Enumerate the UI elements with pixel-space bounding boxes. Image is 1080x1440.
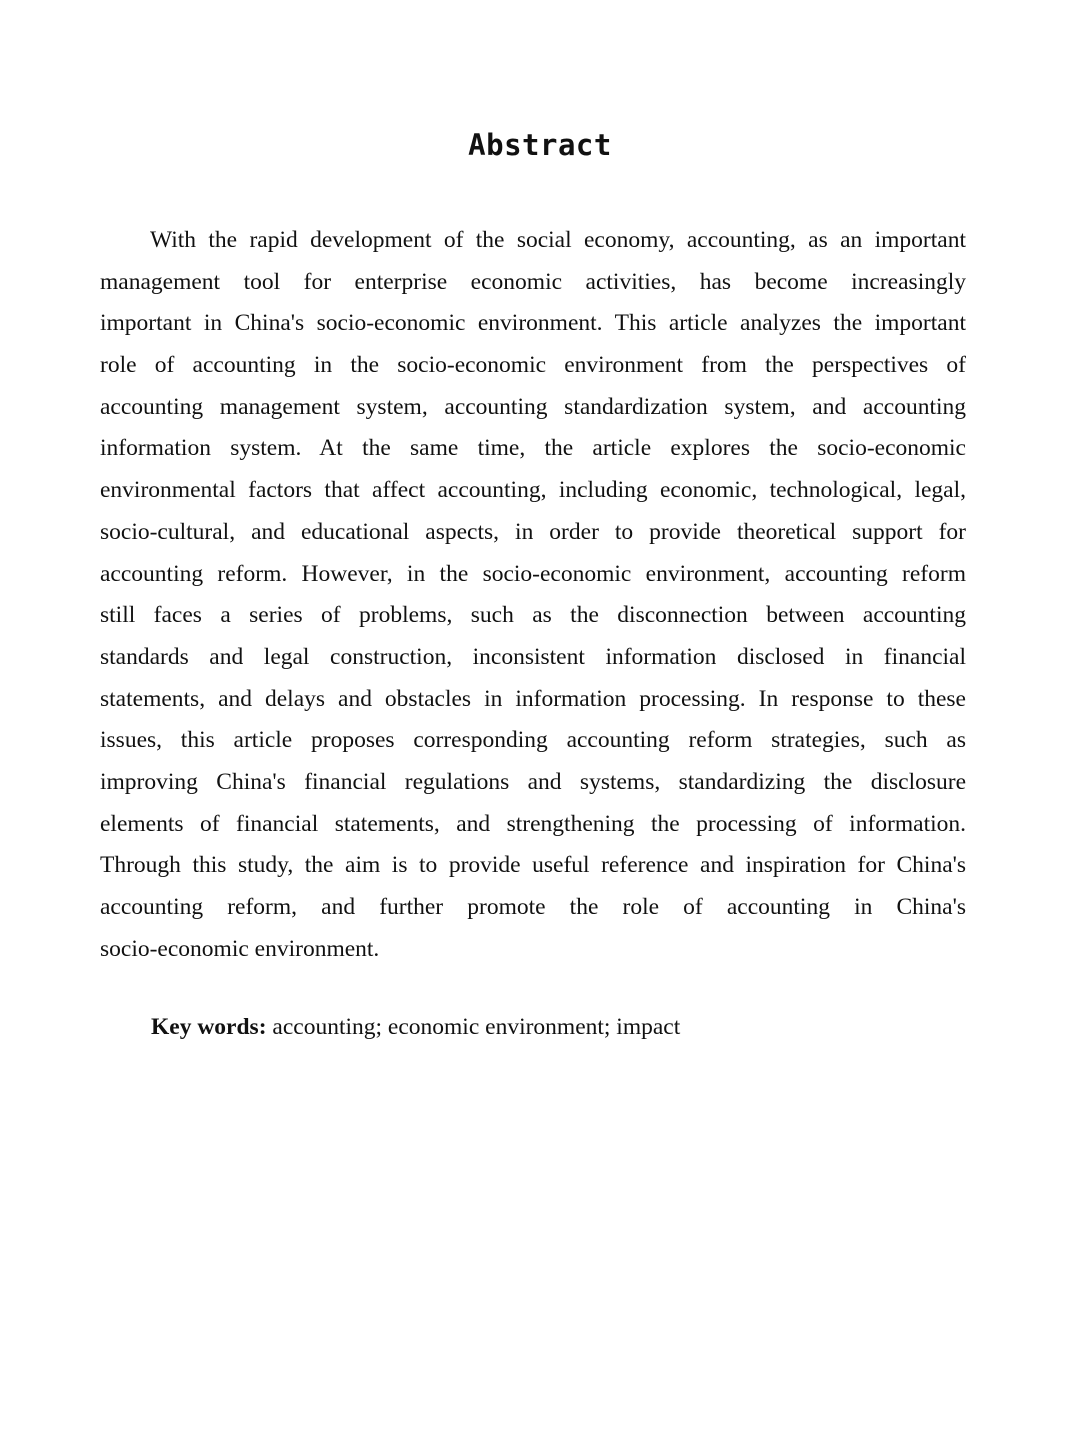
abstract-line-text: With the rapid development of the social economy, accounting, as an important <box>150 227 966 253</box>
abstract-line <box>100 847 966 889</box>
abstract-line-text: environmental factors that affect accounting, including economic, technological, legal, <box>100 477 966 504</box>
abstract-title: Abstract <box>468 128 612 162</box>
abstract-line-text: role of accounting in the socio-economic environment from the perspectives of <box>100 352 966 379</box>
abstract-line-text: socio-cultural, and educational aspects, in order to provide theoretical support for <box>100 518 966 545</box>
abstract-line <box>100 806 966 848</box>
keywords-text: accounting; economic environment; impact <box>266 1014 681 1040</box>
abstract-line <box>100 764 966 806</box>
abstract-line <box>100 556 966 598</box>
abstract-line <box>100 472 966 514</box>
abstract-line-text: standards and legal construction, inconsistent information disclosed in financial <box>100 643 966 670</box>
abstract-line-text: improving China's financial regulations and systems, standardizing the disclosure <box>100 768 966 795</box>
abstract-line-text: still faces a series of problems, such as the disconnection between accounting <box>100 602 966 629</box>
abstract-line-text: elements of financial statements, and strengthening the processing of information. <box>100 810 966 837</box>
abstract-line-text: issues, this article proposes corresponding accounting reform strategies, such as <box>100 727 966 754</box>
abstract-line <box>100 389 966 431</box>
abstract-line <box>100 722 966 764</box>
abstract-line-text: management tool for enterprise economic activities, has become increasingly <box>100 268 966 295</box>
abstract-line-text: socio-economic environment. <box>100 935 380 962</box>
abstract-line-text: statements, and delays and obstacles in information processing. In response to these <box>100 685 966 712</box>
abstract-line-text: accounting reform, and further promote the role of accounting in China's <box>100 894 966 920</box>
abstract-line <box>100 681 966 723</box>
keywords <box>151 1014 680 1041</box>
abstract-line <box>100 639 966 681</box>
abstract-line-text: Through this study, the aim is to provide useful reference and inspiration for China's <box>100 852 966 879</box>
abstract-line <box>100 264 966 306</box>
abstract-paragraph <box>100 222 966 972</box>
abstract-line <box>100 931 966 973</box>
keywords-label: Key words: <box>151 1014 267 1040</box>
abstract-line <box>100 347 966 389</box>
abstract-line-text: important in China's socio-economic environment. This article analyzes the important <box>100 310 966 337</box>
abstract-line-text: information system. At the same time, the article explores the socio-economic <box>100 435 966 462</box>
abstract-line <box>100 889 966 931</box>
abstract-line <box>100 597 966 639</box>
abstract-line <box>100 430 966 472</box>
abstract-line-text: accounting management system, accounting standardization system, and accounting <box>100 393 966 420</box>
abstract-line <box>100 514 966 556</box>
abstract-line <box>100 222 966 264</box>
abstract-line-text: accounting reform. However, in the socio-economic environment, accounting reform <box>100 560 966 587</box>
abstract-line <box>100 305 966 347</box>
